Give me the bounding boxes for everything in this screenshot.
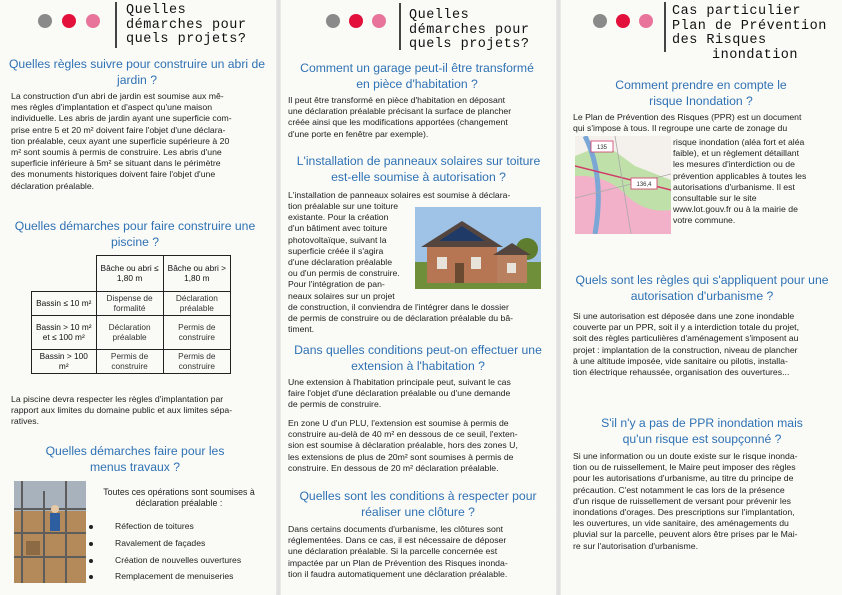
map-label-135: 135 (596, 145, 608, 151)
list-item: Réfection de toitures (89, 518, 274, 535)
garage-text: Il peut être transformé en pièce d'habitation en déposant une déclaration préalable précisant la surface de plancher créée ainsi que les modifications apportées (changement d'une porte en fenêtre par exemple). (288, 95, 512, 139)
solaire-text-top: L'installation de panneaux solaires est soumise à déclara- (288, 190, 511, 200)
garage-title: Comment un garage peut-il être transformé en pièce d'habitation ? (300, 61, 534, 91)
cloture-text: Dans certains documents d'urbanisme, les clôtures sont réglementées. Dans ce cas, il est nécessaire de déposer une déclaration préalable. Si la parcelle concernée est impactée par un Plan de Prévention des Risques inonda- tion il faudra automatiquement une déclaration préalable. (288, 524, 508, 579)
col-header-high: Bâche ou abri > 1,80 m (163, 256, 230, 292)
map-label-136: 136,4 (636, 182, 652, 188)
red-dot (349, 14, 363, 28)
header-title: Quelles démarches pour quels projets? (126, 3, 247, 47)
ppr-title: Comment prendre en compte le risque Inondation ? (615, 78, 787, 108)
extension-text-2: En zone U d'un PLU, l'extension est soumise à permis de construire au-delà de 40 m² en dessous de ce seuil, l'exten- sion est soumise à déclaration préalable, hors des zones U, les extensions de plus de 20m² sont soumises à permis de construire. En dessous de 20 m² déclaration préalable. (288, 418, 518, 473)
piscine-note: La piscine devra respecter les règles d'implantation par rapport aux limites du domaine public et aux limites sépa- ratives. (11, 394, 233, 427)
header-bar (664, 2, 666, 52)
column-2 (281, 0, 556, 595)
ppr-text-side: risque inondation (aléa fort et aléa faible), et un règlement détaillant les mesures d'interdiction ou de prévention applicables à toutes les autorisations d'urbanisme. Il est consultable sur le site www.lot.gouv.fr ou à la mairie de votre commune. (673, 137, 807, 226)
travaux-list (89, 518, 274, 585)
column-3 (561, 0, 842, 595)
red-dot (616, 14, 630, 28)
pink-dot (372, 14, 386, 28)
header-title: Cas particulier Plan de Prévention des Risques inondation (672, 4, 827, 63)
abri-text: La construction d'un abri de jardin est soumise aux mê- mes règles d'implantation et d'aspect qu'une maison individuelle. Les abris de jardin ayant une superficie com- prise entre 5 et 20 m² doivent faire l'objet d'une déclara- tion préalable, ceux ayant une superficie supérieure à 20 m² sont soumis à permis de construire. Les abris d'une superficie inférieure à 5m² se situant dans le périmètre des monuments historiques doivent faire l'objet d'une déclaration préalable. (11, 91, 232, 191)
red-dot (62, 14, 76, 28)
regles-title: Quels sont les règles qui s'appliquent pour une autorisation d'urbanisme ? (575, 273, 829, 303)
table-row: Bassin > 10 m² et ≤ 100 m² Déclaration préalable Permis de construire (32, 316, 231, 350)
abri-title: Quelles règles suivre pour construire un abri de jardin ? (8, 57, 266, 87)
list-item: Remplacement de menuiseries (89, 568, 274, 585)
flood-zone-map (575, 136, 671, 234)
pink-dot (86, 14, 100, 28)
extension-text-1: Une extension à l'habitation principale peut, suivant le cas faire l'objet d'une déclaration préalable ou d'une demande de permis de construire. (288, 377, 511, 410)
table-row: Bassin ≤ 10 m² Dispense de formalité Déclaration préalable (32, 292, 231, 316)
grey-dot (593, 14, 607, 28)
solaire-title: L'installation de panneaux solaires sur toiture est-elle soumise à autorisation ? (296, 154, 541, 184)
piscine-title: Quelles démarches pour faire construire une piscine ? (14, 219, 256, 249)
regles-text: Si une autorisation est déposée dans une zone inondable couverte par un PPR, soit il y a interdiction totale du projet, soit des règles particulières d'aménagement s'imposent au projet : implantation de la construction, niveau de plancher à une altitude imposée, vide sanitaire ou pilotis, installa- tion électrique rehaussée, organisation des ouvertures... (573, 311, 799, 378)
column-1 (0, 0, 276, 595)
piscine-table (31, 255, 231, 374)
header-bar (399, 3, 401, 50)
scaffolding-photo (14, 481, 86, 583)
list-item: Ravalement de façades (89, 535, 274, 552)
solaire-text-end: de construction, il conviendra de l'intégrer dans le dossier de permis de construire ou de déclaration préalable du bâ- timent. (288, 302, 514, 335)
travaux-intro: Toutes ces opérations sont soumises à déclaration préalable : (103, 487, 255, 509)
cloture-title: Quelles sont les conditions à respecter pour réaliser une clôture ? (299, 489, 537, 519)
soupcon-text: Si une information ou un doute existe sur le risque inonda- tion ou de ruissellement, le Maire peut imposer des règles pour les autorisations d'urbanisme, au titre du principe de précaution. C'est notamment le cas lors de la présence d'un risque de ruissellement de versant pour prévenir les inondations d'orages. Des prescriptions sur l'implantation, les ouvertures, un vide sanitaire, des aménagements du pluvial sur la parcelle, peuvent alors être prises par le Mai- re sur l'autorisation d'urbanisme. (573, 451, 798, 551)
extension-title: Dans quelles conditions peut-on effectuer une extension à l'habitation ? (294, 343, 542, 373)
travaux-title: Quelles démarches faire pour les menus travaux ? (45, 444, 225, 474)
solar-house-photo (415, 207, 541, 289)
pink-dot (639, 14, 653, 28)
table-row: Bassin > 100 m² Permis de construire Permis de construire (32, 350, 231, 374)
list-item: Création de nouvelles ouvertures (89, 552, 274, 569)
grey-dot (326, 14, 340, 28)
header-bar (115, 2, 117, 48)
grey-dot (38, 14, 52, 28)
soupcon-title: S'il n'y a pas de PPR inondation mais qu'un risque est soupçonné ? (601, 416, 803, 446)
solaire-text-side: tion préalable sur une toiture existante. Pour la création d'un bâtiment avec toiture photovoltaïque, suivant la superficie créée il s'agira d'une déclaration préalable ou d'un permis de construire. Pour l'intégration de pan- neaux solaires sur un projet (288, 201, 400, 301)
header-title: Quelles démarches pour quels projets? (409, 8, 530, 52)
col-header-low: Bâche ou abri ≤ 1,80 m (96, 256, 163, 292)
ppr-text-top: Le Plan de Prévention des Risques (PPR) est un document qui s'impose à tous. Il regroupe une carte de zonage du (573, 112, 802, 134)
